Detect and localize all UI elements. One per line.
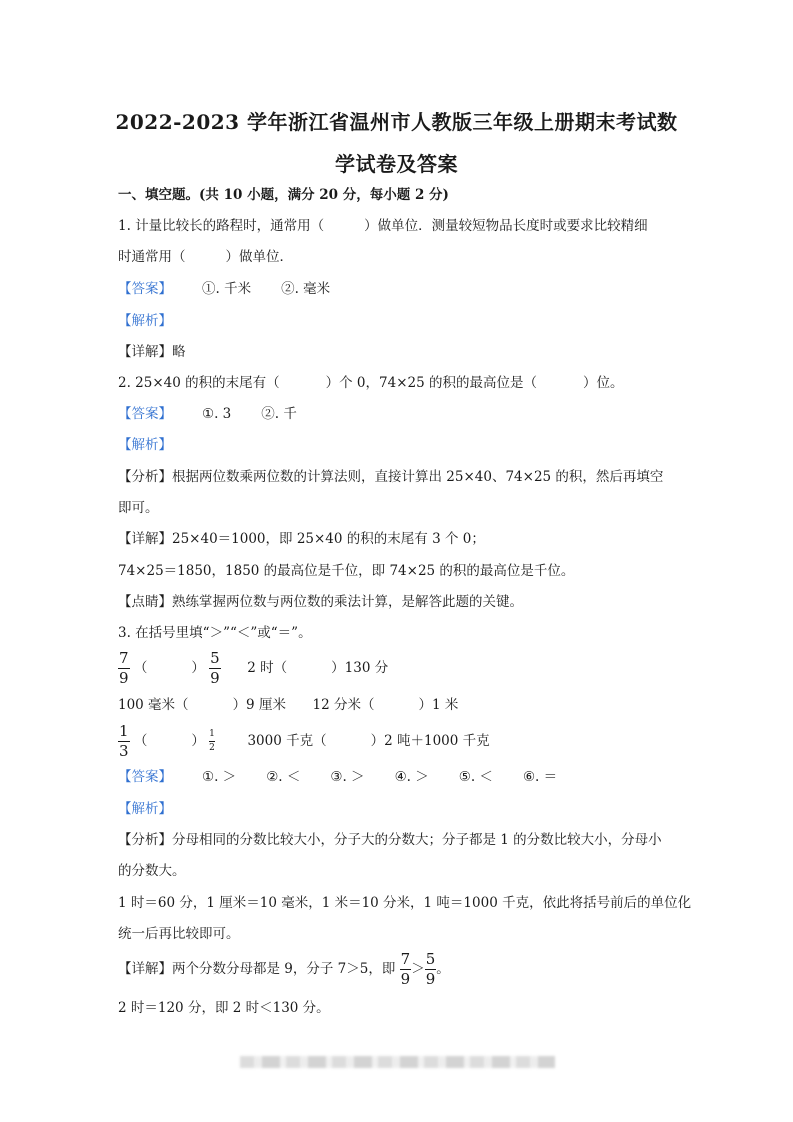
fraction-1-3: $\frac{1}{3}$: [119, 722, 129, 760]
fraction-5-9: $\frac{5}{9}$: [210, 649, 220, 687]
q1-line-2: 时通常用（ ）做单位．: [118, 249, 293, 265]
q3-answer: 【答案】 ①. ＞ ②. ＜ ③. ＞ ④. ＞ ⑤. ＜ ⑥. ＝: [118, 769, 558, 785]
q2-stem: 2. 25×40 的积的末尾有（ ）个 0，74×25 的积的最高位是（ ）位。: [118, 375, 624, 391]
section-heading: 一、填空题。(共 10 小题，满分 20 分，每小题 2 分): [118, 187, 449, 203]
q3-last-line: 2 时＝120 分，即 2 时＜130 分。: [118, 1000, 330, 1016]
title-line-1: 2022-2023 学年浙江省温州市人教版三年级上册期末考试数: [115, 110, 678, 134]
fraction-5-9-detail: $\frac{5}{9}$: [425, 950, 436, 988]
q2-detail-1: 【详解】25×40＝1000，即 25×40 的积的末尾有 3 个 0；: [118, 531, 485, 547]
q2-fenxi-2: 即可。: [118, 500, 159, 516]
q3-row-1: $\frac{7}{9}$ （ ） $\frac{5}{9}$ 2 时（ ）130 分: [119, 649, 389, 687]
q3-row-2: 100 毫米（ ）9 厘米 12 分米（ ）1 米: [118, 697, 459, 713]
q3-analysis-tag: 【解析】: [118, 801, 172, 817]
q1-answer: 【答案】 ①. 千米 ②. 毫米: [118, 281, 331, 297]
q3-stem: 3. 在括号里填“＞”“＜”或“＝”。: [118, 625, 312, 641]
q3-conv-1: 1 时＝60 分，1 厘米＝10 毫米，1 米＝10 分米，1 吨＝1000 千克，依此将括号前后的单位化: [118, 895, 692, 911]
q3-detail: 【详解】两个分数分母都是 9，分子 7＞5，即 $\frac{7}{9}$ ＞ $\frac{5}{9}$ 。: [118, 950, 450, 988]
q3-conv-2: 统一后再比较即可。: [118, 926, 240, 942]
fraction-7-9: $\frac{7}{9}$: [119, 649, 129, 687]
fraction-1-2: $\frac{1}{2}$: [209, 729, 215, 753]
q1-analysis-tag: 【解析】: [118, 313, 172, 329]
fraction-7-9-detail: $\frac{7}{9}$: [400, 950, 411, 988]
q2-answer: 【答案】 ①. 3 ②. 千: [118, 406, 297, 422]
q2-fenxi-1: 【分析】根据两位数乘两位数的计算法则，直接计算出 25×40、74×25 的积，然后再填空: [118, 469, 664, 485]
q1-line-1: 1. 计量比较长的路程时，通常用（ ）做单位．测量较短物品长度时或要求比较精细: [118, 218, 648, 234]
q2-dianjing: 【点睛】熟练掌握两位数与两位数的乘法计算，是解答此题的关键。: [118, 594, 523, 610]
q2-analysis-tag: 【解析】: [118, 437, 172, 453]
q1-detail: 【详解】略: [118, 344, 186, 360]
q2-detail-2: 74×25＝1850，1850 的最高位是千位，即 74×25 的积的最高位是千位。: [118, 563, 575, 579]
blurred-watermark: [240, 1056, 555, 1068]
q3-fenxi-1: 【分析】分母相同的分数比较大小，分子大的分数大；分子都是 1 的分数比较大小，分母小: [118, 832, 662, 848]
q3-row-3: $\frac{1}{3}$ （ ） $\frac{1}{2}$ 3000 千克（ ）2 吨＋1000 千克: [119, 722, 490, 760]
title-line-2: 学试卷及答案: [335, 152, 458, 176]
q3-fenxi-2: 的分数大。: [118, 863, 186, 879]
